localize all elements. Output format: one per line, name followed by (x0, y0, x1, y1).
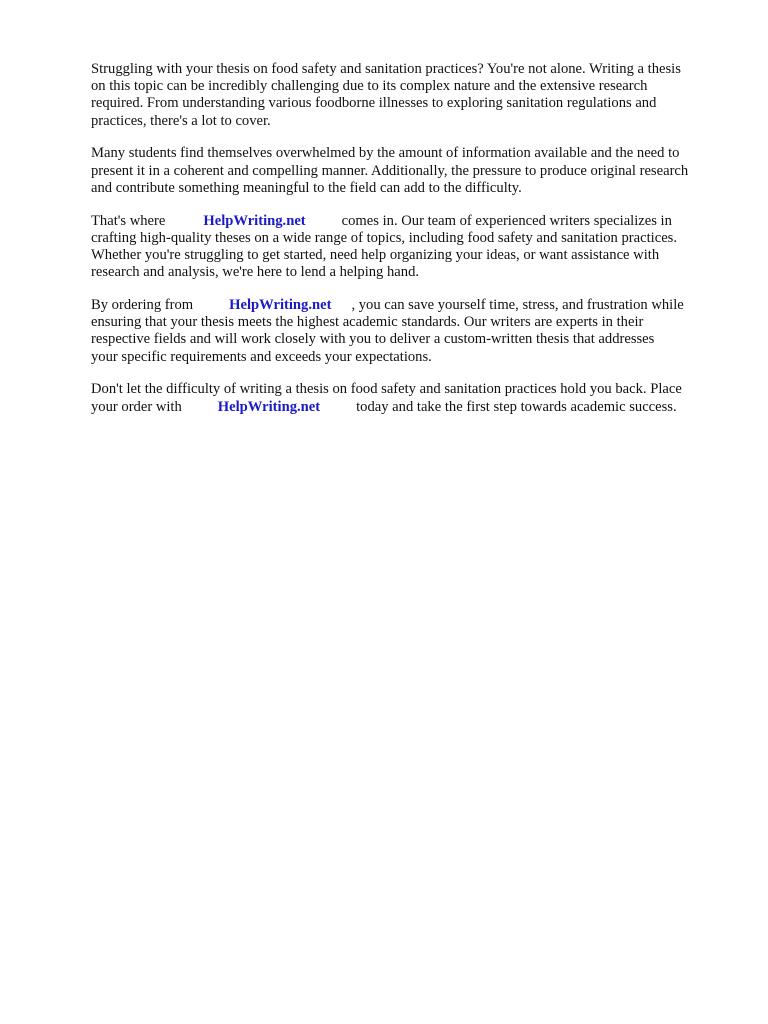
document-body (91, 61, 736, 431)
text-fragment: comes in. Our team of experienced writers specializes in (341, 212, 672, 229)
paragraph-overwhelmed (91, 145, 736, 197)
text-fragment: , you can save yourself time, stress, and frustration while (351, 297, 684, 314)
helpwriting-link[interactable]: HelpWriting.net (217, 398, 321, 415)
text-line: on this topic can be incredibly challenging due to its complex nature and the extensive research (91, 78, 648, 95)
paragraph-services (91, 213, 736, 282)
text-line: Struggling with your thesis on food safety and sanitation practices? You're not alone. Writing a thesis (91, 61, 681, 77)
text-line (91, 213, 736, 230)
text-line: Whether you're struggling to get started, need help organizing your ideas, or want assistance with (91, 247, 660, 264)
text-line: respective fields and will work closely with you to deliver a custom-written thesis that addresses (91, 331, 655, 348)
text-line (91, 399, 736, 416)
text-fragment: That's where (91, 212, 166, 229)
paragraph-ordering (91, 297, 736, 366)
text-line: present it in a coherent and compelling manner. Additionally, the pressure to produce original research (91, 162, 689, 179)
text-line: ensuring that your thesis meets the highest academic standards. Our writers are experts in their (91, 314, 644, 331)
text-line: required. From understanding various foodborne illnesses to exploring sanitation regulations and (91, 95, 657, 112)
text-line: practices, there's a lot to cover. (91, 112, 271, 129)
text-line: your specific requirements and exceeds your expectations. (91, 348, 432, 365)
text-line: Don't let the difficulty of writing a thesis on food safety and sanitation practices hold you back. Place (91, 381, 682, 398)
text-line (91, 297, 736, 314)
text-line: crafting high-quality theses on a wide range of topics, including food safety and sanitation practices. (91, 229, 678, 246)
text-line: research and analysis, we're here to lend a helping hand. (91, 264, 420, 281)
text-line: and contribute something meaningful to the field can add to the difficulty. (91, 179, 522, 196)
paragraph-call-to-action (91, 381, 736, 415)
text-fragment: today and take the first step towards academic success. (356, 398, 677, 415)
helpwriting-link[interactable]: HelpWriting.net (229, 297, 332, 314)
text-line: Many students find themselves overwhelmed by the amount of information available and the need to (91, 145, 680, 162)
helpwriting-link[interactable]: HelpWriting.net (203, 212, 306, 229)
paragraph-intro (91, 61, 736, 130)
text-fragment: your order with (91, 398, 182, 415)
text-fragment: By ordering from (91, 297, 194, 314)
